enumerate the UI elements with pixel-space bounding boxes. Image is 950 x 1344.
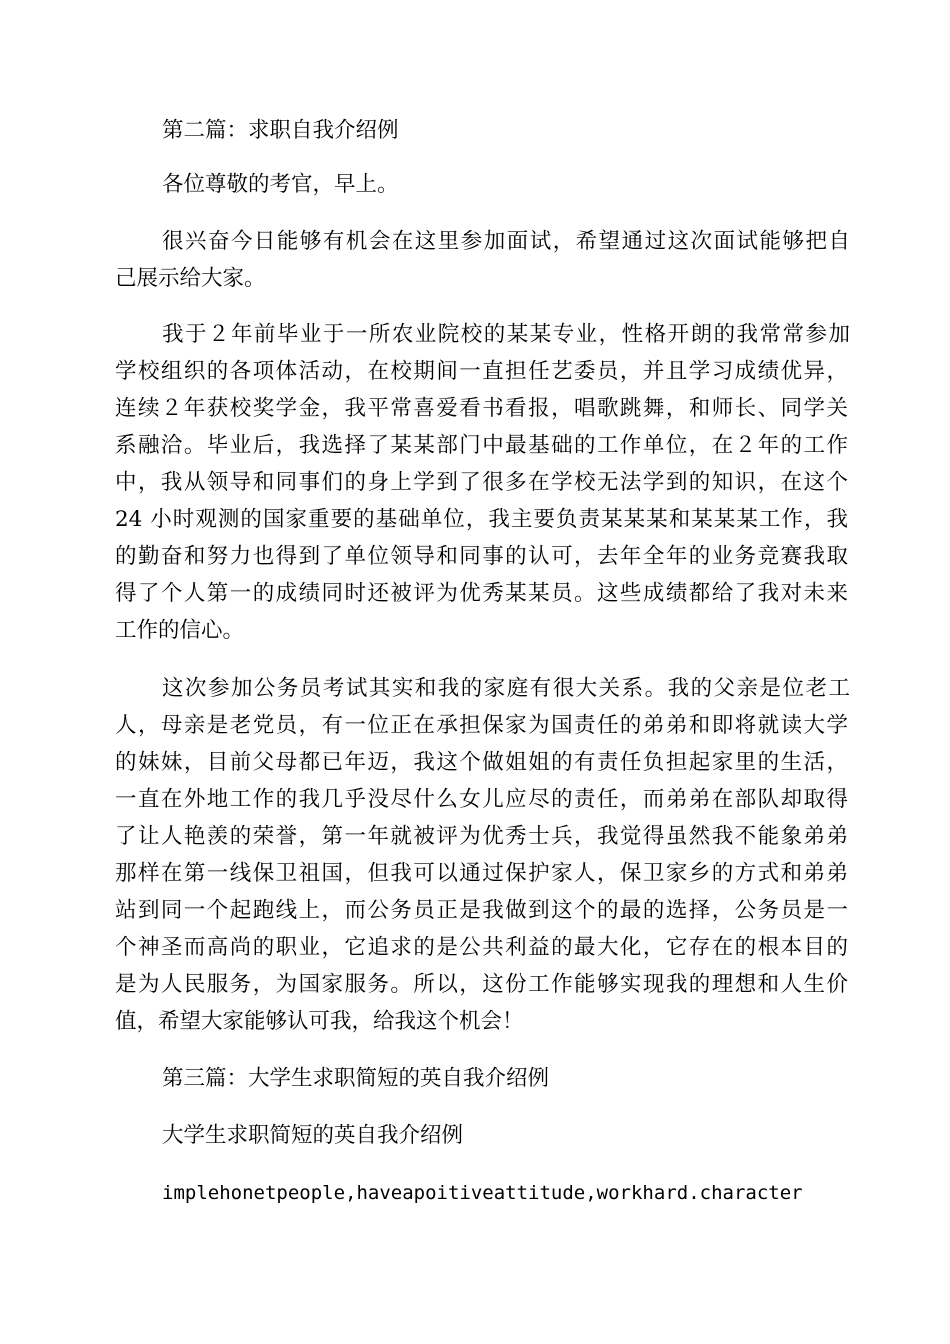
paragraph-line: 这次参加公务员考试其实和我的家庭有很大关系。我的父亲是位老工: [162, 676, 850, 701]
paragraph-line: 连续２年获校奖学金，我平常喜爱看书看报，唱歌跳舞，和师长、同学关: [115, 396, 848, 421]
section-heading: 第三篇：大学生求职简短的英自我介绍例: [162, 1066, 550, 1091]
paragraph-line: 人，母亲是老党员，有一位正在承担保家为国责任的弟弟和即将就读大学: [115, 713, 848, 738]
paragraph-line: 那样在第一线保卫祖国，但我可以通过保护家人，保卫家乡的方式和弟弟: [115, 861, 848, 886]
paragraph-line: 学校组织的各项体活动，在校期间一直担任艺委员，并且学习成绩优异，: [115, 359, 848, 384]
paragraph-line: 24 小时观测的国家重要的基础单位，我主要负责某某某和某某某工作，我: [115, 507, 848, 532]
paragraph-line: 站到同一个起跑线上，而公务员正是我做到这个的最的选择，公务员是一: [115, 898, 848, 923]
english-text-line: implehonetpeople,haveapoitiveattitude,workhard.character: [162, 1182, 803, 1204]
paragraph-line: 我于２年前毕业于一所农业院校的某某专业，性格开朗的我常常参加: [162, 322, 850, 347]
section-heading: 第二篇：求职自我介绍例: [162, 118, 399, 143]
paragraph-line: 很兴奋今日能够有机会在这里参加面试，希望通过这次面试能够把自: [162, 229, 850, 254]
paragraph-line: 一直在外地工作的我几乎没尽什么女儿应尽的责任，而弟弟在部队却取得: [115, 787, 848, 812]
section-subtitle: 大学生求职简短的英自我介绍例: [162, 1123, 464, 1148]
paragraph-line: 工作的信心。: [115, 618, 245, 643]
paragraph-line: 是为人民服务，为国家服务。所以，这份工作能够实现我的理想和人生价: [115, 972, 848, 997]
paragraph-line: 中，我从领导和同事们的身上学到了很多在学校无法学到的知识，在这个: [115, 470, 848, 495]
paragraph-line: 了让人艳羡的荣誉，第一年就被评为优秀士兵，我觉得虽然我不能象弟弟: [115, 824, 848, 849]
paragraph-line: 己展示给大家。: [115, 266, 266, 291]
greeting-text: 各位尊敬的考官，早上。: [162, 172, 399, 197]
paragraph-line: 的妹妹，目前父母都已年迈，我这个做姐姐的有责任负担起家里的生活，: [115, 750, 848, 775]
paragraph-line: 个神圣而高尚的职业，它追求的是公共利益的最大化，它存在的根本目的: [115, 935, 848, 960]
paragraph-line: 值，希望大家能够认可我，给我这个机会！: [115, 1009, 524, 1034]
paragraph-line: 的勤奋和努力也得到了单位领导和同事的认可，去年全年的业务竞赛我取: [115, 544, 848, 569]
paragraph-line: 得了个人第一的成绩同时还被评为优秀某某员。这些成绩都给了我对未来: [115, 581, 848, 606]
paragraph-line: 系融洽。毕业后，我选择了某某部门中最基础的工作单位，在２年的工作: [115, 433, 848, 458]
